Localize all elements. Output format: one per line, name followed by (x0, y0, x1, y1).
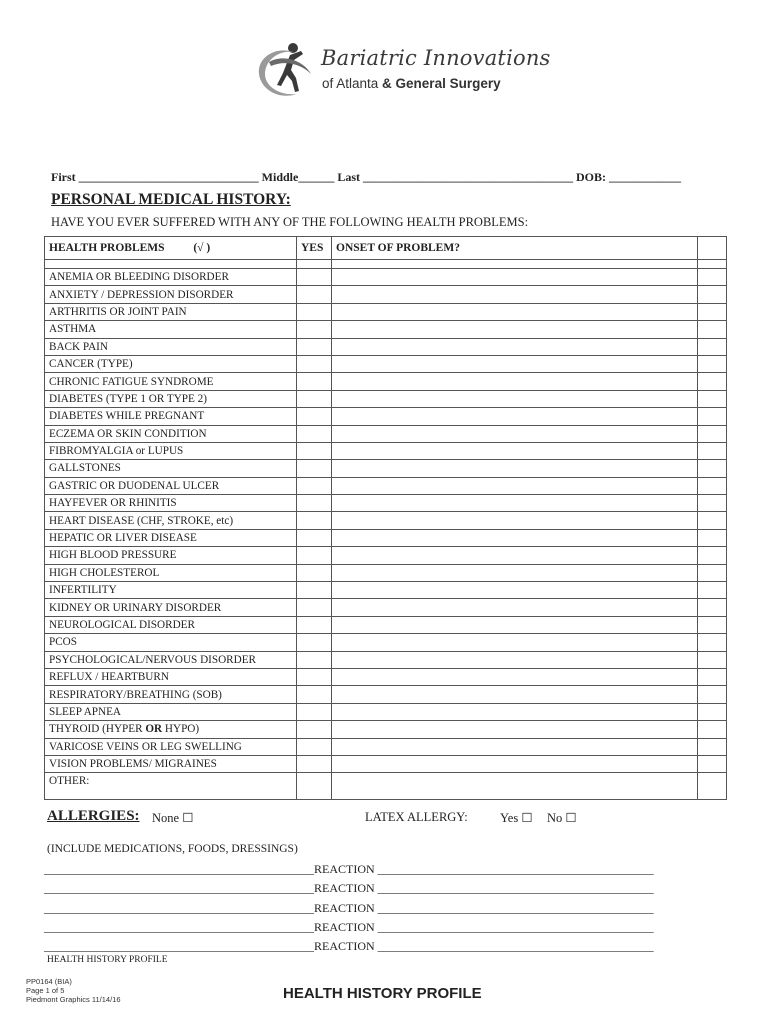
health-problem-label: GALLSTONES (45, 460, 297, 477)
yes-checkbox-cell[interactable] (297, 686, 332, 703)
health-problem-label: ECZEMA OR SKIN CONDITION (45, 425, 297, 442)
onset-input-cell[interactable] (332, 616, 698, 633)
health-problem-label: RESPIRATORY/BREATHING (SOB) (45, 686, 297, 703)
onset-input-cell[interactable] (332, 755, 698, 772)
health-problem-label: HAYFEVER OR RHINITIS (45, 495, 297, 512)
health-problem-label: KIDNEY OR URINARY DISORDER (45, 599, 297, 616)
yes-checkbox-cell[interactable] (297, 651, 332, 668)
onset-input-cell[interactable] (332, 269, 698, 286)
health-problem-label: CHRONIC FATIGUE SYNDROME (45, 373, 297, 390)
header-health-problems: HEALTH PROBLEMS (√ ) (45, 237, 297, 260)
extra-cell[interactable] (698, 599, 727, 616)
spacer-cell (45, 260, 297, 269)
onset-input-cell[interactable] (332, 738, 698, 755)
extra-cell[interactable] (698, 512, 727, 529)
reaction-line[interactable]: _____________________________________________REACTION ______________________________________________ (44, 939, 654, 953)
table-row (45, 477, 727, 494)
logo-title: Bariatric Innovations (321, 46, 551, 70)
extra-cell[interactable] (698, 773, 727, 800)
table-row (45, 286, 727, 303)
extra-cell[interactable] (698, 338, 727, 355)
yes-checkbox-cell[interactable] (297, 321, 332, 338)
yes-checkbox-cell[interactable] (297, 616, 332, 633)
yes-checkbox-cell[interactable] (297, 442, 332, 459)
logo-subtitle: of Atlanta & General Surgery (322, 76, 501, 91)
onset-input-cell[interactable] (332, 355, 698, 372)
onset-input-cell[interactable] (332, 512, 698, 529)
extra-cell[interactable] (698, 408, 727, 425)
yes-checkbox-cell[interactable] (297, 668, 332, 685)
health-problem-label: PCOS (45, 634, 297, 651)
extra-cell[interactable] (698, 686, 727, 703)
extra-cell[interactable] (698, 495, 727, 512)
health-problem-label: VISION PROBLEMS/ MIGRAINES (45, 755, 297, 772)
yes-checkbox-cell[interactable] (297, 512, 332, 529)
health-problem-label: HIGH CHOLESTEROL (45, 564, 297, 581)
table-row (45, 495, 727, 512)
patient-name-line: First ______________________________ Middle______ Last ___________________________________ DOB: ____________ (51, 170, 681, 184)
extra-cell[interactable] (698, 703, 727, 720)
other-label: OTHER: (45, 773, 297, 800)
table-row (45, 651, 727, 668)
yes-checkbox-cell[interactable] (297, 373, 332, 390)
yes-checkbox-cell[interactable] (297, 721, 332, 738)
health-problem-label: GASTRIC OR DUODENAL ULCER (45, 477, 297, 494)
table-row (45, 564, 727, 581)
yes-checkbox-cell[interactable] (297, 773, 332, 800)
extra-cell[interactable] (698, 373, 727, 390)
onset-input-cell[interactable] (332, 425, 698, 442)
onset-input-cell[interactable] (332, 686, 698, 703)
latex-yes-checkbox[interactable]: Yes ☐ (500, 811, 533, 825)
table-row (45, 442, 727, 459)
onset-input-cell[interactable] (332, 338, 698, 355)
page-number: Page 1 of 5 (26, 986, 65, 995)
question-text: HAVE YOU EVER SUFFERED WITH ANY OF THE FOLLOWING HEALTH PROBLEMS: (51, 215, 529, 229)
extra-cell[interactable] (698, 755, 727, 772)
onset-input-cell[interactable] (332, 773, 698, 800)
yes-checkbox-cell[interactable] (297, 495, 332, 512)
onset-input-cell[interactable] (332, 477, 698, 494)
onset-input-cell[interactable] (332, 721, 698, 738)
yes-checkbox-cell[interactable] (297, 582, 332, 599)
reaction-line[interactable]: _____________________________________________REACTION ______________________________________________ (44, 920, 654, 934)
yes-checkbox-cell[interactable] (297, 755, 332, 772)
health-problems-table (44, 236, 727, 800)
extra-cell[interactable] (698, 668, 727, 685)
onset-input-cell[interactable] (332, 442, 698, 459)
onset-input-cell[interactable] (332, 460, 698, 477)
onset-input-cell[interactable] (332, 582, 698, 599)
table-row (45, 390, 727, 407)
table-row (45, 355, 727, 372)
extra-cell[interactable] (698, 634, 727, 651)
yes-checkbox-cell[interactable] (297, 338, 332, 355)
header-onset: ONSET OF PROBLEM? (332, 237, 698, 260)
table-row (45, 512, 727, 529)
latex-no-checkbox[interactable]: No ☐ (547, 811, 577, 825)
extra-cell[interactable] (698, 269, 727, 286)
latex-allergy-label: LATEX ALLERGY: (365, 810, 468, 824)
header-blank (698, 237, 727, 260)
printer-info: Piedmont Graphics 11/14/16 (26, 995, 121, 1004)
onset-input-cell[interactable] (332, 303, 698, 320)
table-row (45, 599, 727, 616)
table-row (45, 425, 727, 442)
section-title: PERSONAL MEDICAL HISTORY: (51, 191, 291, 208)
table-row-other (45, 773, 727, 800)
yes-checkbox-cell[interactable] (297, 269, 332, 286)
health-problem-label: HIGH BLOOD PRESSURE (45, 547, 297, 564)
table-row (45, 582, 727, 599)
extra-cell[interactable] (698, 564, 727, 581)
table-row (45, 547, 727, 564)
table-row (45, 303, 727, 320)
onset-input-cell[interactable] (332, 373, 698, 390)
onset-input-cell[interactable] (332, 529, 698, 546)
table-row (45, 373, 727, 390)
health-problem-label: ASTHMA (45, 321, 297, 338)
yes-checkbox-cell[interactable] (297, 425, 332, 442)
health-problem-label: REFLUX / HEARTBURN (45, 668, 297, 685)
yes-checkbox-cell[interactable] (297, 547, 332, 564)
onset-input-cell[interactable] (332, 547, 698, 564)
onset-input-cell[interactable] (332, 634, 698, 651)
yes-checkbox-cell[interactable] (297, 738, 332, 755)
onset-input-cell[interactable] (332, 668, 698, 685)
table-row (45, 408, 727, 425)
health-problem-label: INFERTILITY (45, 582, 297, 599)
health-problem-label: DIABETES (TYPE 1 OR TYPE 2) (45, 390, 297, 407)
footer-title: HEALTH HISTORY PROFILE (283, 985, 482, 1002)
onset-input-cell[interactable] (332, 599, 698, 616)
extra-cell[interactable] (698, 390, 727, 407)
allergies-label: ALLERGIES: (47, 808, 140, 824)
extra-cell[interactable] (698, 460, 727, 477)
table-row (45, 460, 727, 477)
reaction-line[interactable]: _____________________________________________REACTION ______________________________________________ (44, 901, 654, 915)
health-problem-label: THYROID (HYPER OR HYPO) (45, 721, 297, 738)
table-row (45, 755, 727, 772)
yes-checkbox-cell[interactable] (297, 303, 332, 320)
health-problems-body (45, 260, 727, 800)
health-problem-label: BACK PAIN (45, 338, 297, 355)
health-problem-label: ANEMIA OR BLEEDING DISORDER (45, 269, 297, 286)
table-row (45, 529, 727, 546)
clinic-logo (253, 40, 551, 102)
yes-checkbox-cell[interactable] (297, 355, 332, 372)
health-problem-label: NEUROLOGICAL DISORDER (45, 616, 297, 633)
health-problem-label: FIBROMYALGIA or LUPUS (45, 442, 297, 459)
yes-checkbox-cell[interactable] (297, 529, 332, 546)
extra-cell[interactable] (698, 425, 727, 442)
health-problem-label: VARICOSE VEINS OR LEG SWELLING (45, 738, 297, 755)
table-row (45, 738, 727, 755)
onset-input-cell[interactable] (332, 651, 698, 668)
table-row (45, 703, 727, 720)
onset-input-cell[interactable] (332, 286, 698, 303)
health-problem-label: HEPATIC OR LIVER DISEASE (45, 529, 297, 546)
yes-checkbox-cell[interactable] (297, 286, 332, 303)
yes-checkbox-cell[interactable] (297, 599, 332, 616)
table-row (45, 668, 727, 685)
table-header-row (45, 237, 727, 260)
extra-cell[interactable] (698, 355, 727, 372)
footer-meta (26, 977, 121, 1004)
yes-checkbox-cell[interactable] (297, 390, 332, 407)
table-spacer-row (45, 260, 727, 269)
onset-input-cell[interactable] (332, 321, 698, 338)
yes-checkbox-cell[interactable] (297, 477, 332, 494)
spacer-cell (332, 260, 698, 269)
extra-cell[interactable] (698, 721, 727, 738)
health-problem-label: ARTHRITIS OR JOINT PAIN (45, 303, 297, 320)
extra-cell[interactable] (698, 547, 727, 564)
table-row (45, 686, 727, 703)
runner-swoosh-icon (253, 40, 319, 102)
yes-checkbox-cell[interactable] (297, 460, 332, 477)
yes-checkbox-cell[interactable] (297, 408, 332, 425)
health-problem-label: SLEEP APNEA (45, 703, 297, 720)
table-row (45, 616, 727, 633)
extra-cell[interactable] (698, 616, 727, 633)
onset-input-cell[interactable] (332, 703, 698, 720)
extra-cell[interactable] (698, 321, 727, 338)
footer-label: HEALTH HISTORY PROFILE (47, 955, 168, 965)
reaction-line[interactable]: _____________________________________________REACTION ______________________________________________ (44, 862, 654, 876)
yes-checkbox-cell[interactable] (297, 634, 332, 651)
health-problem-label: DIABETES WHILE PREGNANT (45, 408, 297, 425)
reaction-line[interactable]: _____________________________________________REACTION ______________________________________________ (44, 881, 654, 895)
allergy-none-checkbox[interactable]: None ☐ (152, 811, 194, 825)
header-yes: YES (297, 237, 332, 260)
spacer-cell (297, 260, 332, 269)
yes-checkbox-cell[interactable] (297, 703, 332, 720)
table-row (45, 269, 727, 286)
extra-cell[interactable] (698, 442, 727, 459)
health-problem-label: ANXIETY / DEPRESSION DISORDER (45, 286, 297, 303)
health-problem-label: HEART DISEASE (CHF, STROKE, etc) (45, 512, 297, 529)
table-row (45, 721, 727, 738)
onset-input-cell[interactable] (332, 564, 698, 581)
onset-input-cell[interactable] (332, 390, 698, 407)
extra-cell[interactable] (698, 286, 727, 303)
table-row (45, 321, 727, 338)
spacer-cell (698, 260, 727, 269)
onset-input-cell[interactable] (332, 408, 698, 425)
extra-cell[interactable] (698, 651, 727, 668)
health-problem-label: PSYCHOLOGICAL/NERVOUS DISORDER (45, 651, 297, 668)
table-row (45, 634, 727, 651)
extra-cell[interactable] (698, 529, 727, 546)
extra-cell[interactable] (698, 303, 727, 320)
extra-cell[interactable] (698, 582, 727, 599)
yes-checkbox-cell[interactable] (297, 564, 332, 581)
extra-cell[interactable] (698, 738, 727, 755)
onset-input-cell[interactable] (332, 495, 698, 512)
health-problem-label: CANCER (TYPE) (45, 355, 297, 372)
extra-cell[interactable] (698, 477, 727, 494)
allergy-include-note: (INCLUDE MEDICATIONS, FOODS, DRESSINGS) (47, 843, 298, 855)
table-row (45, 338, 727, 355)
form-code: PP0164 (BIA) (26, 977, 72, 986)
